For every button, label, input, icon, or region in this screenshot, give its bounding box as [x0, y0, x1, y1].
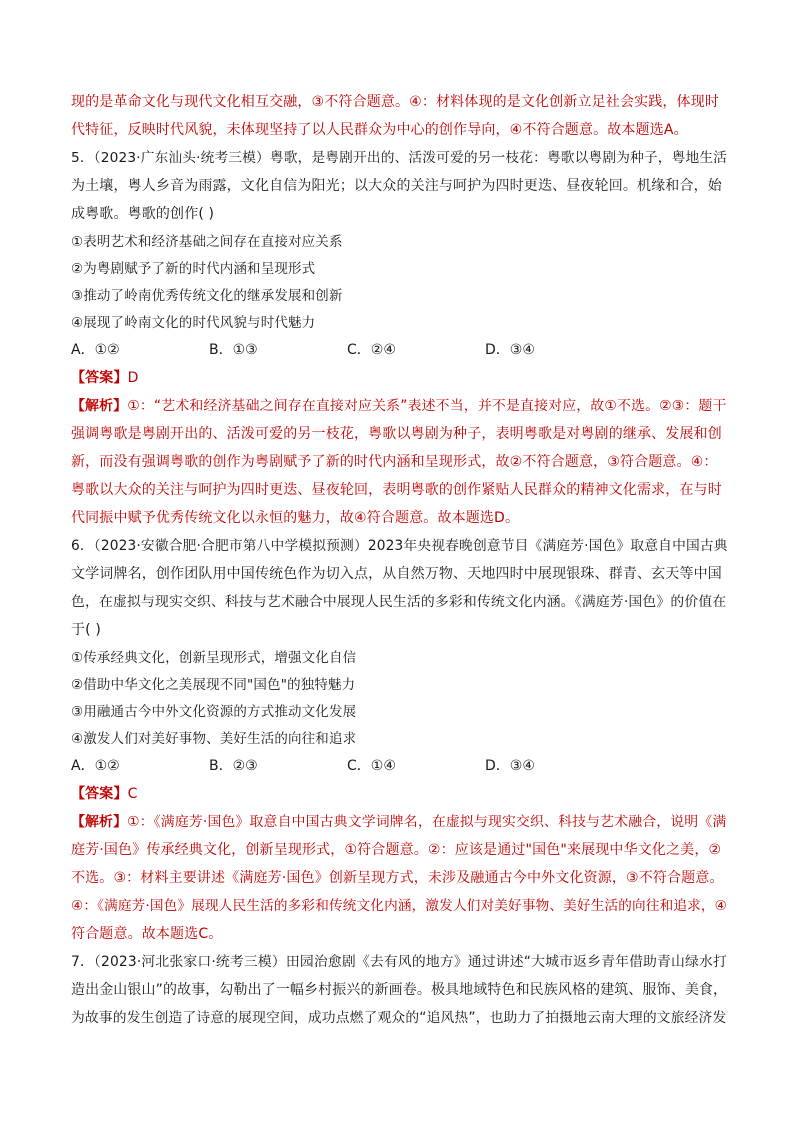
analysis-text: ①：《满庭芳·国色》取意自中国古典文学词牌名，在虚拟与现实交织、科技与艺术融合，说明《满 — [127, 814, 727, 830]
statement-option: ①传承经典文化，创新呈现形式，增强文化自信 — [71, 650, 357, 666]
choice-a: A．①② — [71, 342, 120, 358]
text-line: 现的是革命文化与现代文化相互交融，③不符合题意。④：材料体现的是文化创新立足社会实践，体现时 — [71, 94, 719, 110]
question-stem-line: 6．（2023·安徽合肥·合肥市第八中学模拟预测）2023年央视春晚创意节目《满庭芳·国色》取意自中国古典 — [71, 538, 728, 554]
choice-c: C．①④ — [347, 758, 396, 774]
statement-option: ④展现了岭南文化的时代风貌与时代魅力 — [71, 315, 316, 331]
question-stem-line: 5．（2023·广东汕头·统考三模）粤歌，是粤剧开出的、活泼可爱的另一枝花：粤歌以粤剧为种子，粤地生活 — [71, 150, 728, 166]
answer-value: C — [127, 786, 138, 802]
analysis-line — [71, 397, 727, 415]
choice-c: C．②④ — [347, 342, 396, 358]
analysis-line: ④：《满庭芳·国色》展现人民生活的多彩和传统文化内涵，激发人们对美好事物、美好生活的向往和追求，④ — [71, 898, 728, 914]
answer-label: 【答案】 — [71, 370, 128, 386]
analysis-line: 符合题意。故本题选C。 — [71, 926, 223, 942]
question-stem-line: 文学词牌名，创作团队用中国传统色作为切入点，从自然万物、天地四时中展现银珠、群青、玄天等中国 — [71, 566, 722, 582]
analysis-text: ①：“艺术和经济基础之间存在直接对应关系”表述不当，并不是直接对应，故①不选。②③：题干 — [127, 398, 727, 414]
analysis-line: 代同振中赋予优秀传统文化以永恒的魅力，故④符合题意。故本题选D。 — [71, 510, 520, 526]
question-stem-line: 造出金山银山”的故事，勾勒出了一幅乡村振兴的新画卷。极具地域特色和民族风格的建筑、服饰、美食， — [71, 982, 728, 998]
analysis-label: 【解析】 — [71, 814, 128, 830]
statement-option: ③推动了岭南优秀传统文化的继承发展和创新 — [71, 288, 343, 304]
choice-d: D．③④ — [485, 342, 535, 358]
statement-option: ③用融通古今中外文化资源的方式推动文化发展 — [71, 704, 357, 720]
analysis-label: 【解析】 — [71, 398, 128, 414]
analysis-line: 庭芳·国色》传承经典文化，创新呈现形式，①符合题意。②：应该是通过"国色"来展现中华文化之美，② — [71, 842, 722, 858]
analysis-line — [71, 813, 726, 831]
question-stem-line: 7．（2023·河北张家口·统考三模）田园治愈剧《去有风的地方》通过讲述“大城市返乡青年借助青山绿水打 — [71, 954, 728, 970]
answer-line — [71, 369, 139, 387]
statement-option: ④激发人们对美好事物、美好生活的向往和追求 — [71, 731, 357, 747]
question-stem-line: 色，在虚拟与现实交织、科技与艺术融合中展现人民生活的多彩和传统文化内涵。《满庭芳·国色》的价值在 — [71, 594, 727, 610]
question-stem-line: 成粤歌。粤歌的创作( ) — [71, 206, 215, 222]
question-stem-line: 为土壤，粤人乡音为雨露，文化自信为阳光；以大众的关注与呵护为四时更迭、昼夜轮回。机缘和合，始 — [71, 178, 722, 194]
answer-label: 【答案】 — [71, 786, 128, 802]
statement-option: ②借助中华文化之美展现不同"国色"的独特魅力 — [71, 677, 356, 693]
text-line: 代特征，反映时代风貌，未体现坚持了以人民群众为中心的创作导向，④不符合题意。故本题选A。 — [71, 122, 688, 138]
question-stem-line: 为故事的发生创造了诗意的展现空间，成功点燃了观众的“追风热”，也助力了拍摄地云南大理的文旅经济发 — [71, 1010, 727, 1026]
choice-b: B．①③ — [209, 342, 258, 358]
analysis-line: 新，而没有强调粤歌的创作为粤剧赋予了新的时代内涵和呈现形式，故②不符合题意，③符合题意。④： — [71, 454, 718, 470]
choice-b: B．②③ — [209, 758, 258, 774]
statement-option: ②为粤剧赋予了新的时代内涵和呈现形式 — [71, 261, 316, 277]
analysis-line: 不选。③：材料主要讲述《满庭芳·国色》创新呈现方式，未涉及融通古今中外文化资源，③不符合题意。 — [71, 870, 724, 886]
choice-a: A．①② — [71, 758, 120, 774]
answer-line — [71, 785, 138, 803]
statement-option: ①表明艺术和经济基础之间存在直接对应关系 — [71, 234, 343, 250]
question-stem-line: 于( ) — [71, 622, 101, 638]
analysis-line: 强调粤歌是粤剧开出的、活泼可爱的另一枝花，粤歌以粤剧为种子，表明粤歌是对粤剧的继承、发展和创 — [71, 426, 722, 442]
answer-value: D — [127, 370, 139, 386]
choice-d: D．③④ — [485, 758, 535, 774]
analysis-line: 粤歌以大众的关注与呵护为四时更迭、昼夜轮回，表明粤歌的创作紧贴人民群众的精神文化需求，在与时 — [71, 482, 722, 498]
